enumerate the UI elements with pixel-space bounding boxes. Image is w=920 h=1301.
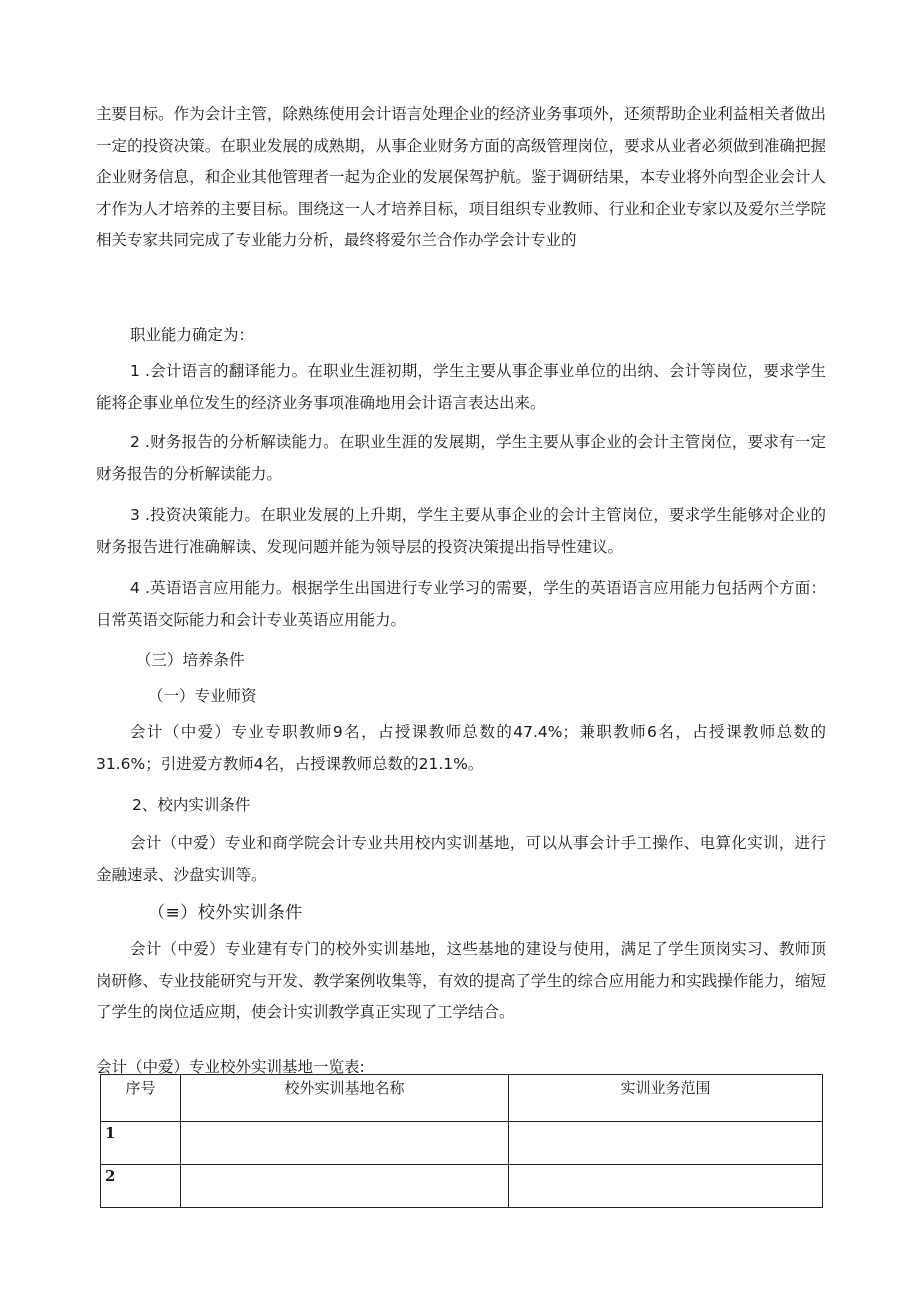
table-header-row: [101, 1075, 823, 1122]
paragraph-ability-intro: 职业能力确定为：: [130, 326, 255, 344]
cell-serial-number: 1: [101, 1122, 181, 1165]
heading-offcampus-training: （≡）校外实训条件: [148, 903, 303, 923]
cell-business-scope: [509, 1165, 823, 1208]
offcampus-bases-table: [100, 1074, 823, 1208]
heading-training-conditions: （三）培养条件: [136, 651, 245, 669]
paragraph-offcampus-training: 会计（中爱）专业建有专门的校外实训基地，这些基地的建设与使用，满足了学生顶岗实习、教师顶岗研修、专业技能研究与开发、教学案例收集等，有效的提高了学生的综合应用能力和实践操作能力，缩短了学生的岗位适应期，使会计实训教学真正实现了工学结合。: [96, 940, 826, 1021]
table-row: [101, 1122, 823, 1165]
paragraph-oncampus-training: 会计（中爱）专业和商学院会计专业共用校内实训基地，可以从事会计手工操作、电算化实训，进行金融速录、沙盘实训等。: [96, 834, 826, 884]
table-row: [101, 1165, 823, 1208]
list-item-investment-decision-ability: 3 .投资决策能力。在职业发展的上升期，学生主要从事企业的会计主管岗位，要求学生能够对企业的财务报告进行准确解读、发现问题并能为领导层的投资决策提出指导性建议。: [96, 506, 826, 556]
cell-business-scope: [509, 1122, 823, 1165]
header-serial-number: 序号: [101, 1075, 181, 1122]
header-business-scope: 实训业务范围: [509, 1075, 823, 1122]
paragraph-goals: 主要目标。作为会计主管，除熟练使用会计语言处理企业的经济业务事项外，还须帮助企业利益相关者做出一定的投资决策。在职业发展的成熟期，从事企业财务方面的高级管理岗位，要求从业者必须做到准确把握企业财务信息，和企业其他管理者一起为企业的发展保驾护航。鉴于调研结果，本专业将外向型企业会计人才作为人才培养的主要目标。围绕这一人才培养目标，项目组织专业教师、行业和企业专家以及爱尔兰学院相关专家共同完成了专业能力分析，最终将爱尔兰合作办学会计专业的: [96, 105, 826, 249]
list-item-english-ability: 4 .英语语言应用能力。根据学生出国进行专业学习的需要，学生的英语语言应用能力包括两个方面：日常英语交际能力和会计专业英语应用能力。: [96, 579, 826, 629]
header-base-name: 校外实训基地名称: [181, 1075, 509, 1122]
list-item-report-analysis-ability: 2 .财务报告的分析解读能力。在职业生涯的发展期，学生主要从事企业的会计主管岗位，要求有一定财务报告的分析解读能力。: [96, 433, 826, 483]
heading-faculty: （一）专业师资: [148, 687, 257, 705]
paragraph-faculty: 会计（中爱）专业专职教师9名，占授课教师总数的47.4%；兼职教师6名，占授课教师总数的31.6%；引进爱方教师4名，占授课教师总数的21.1%。: [96, 723, 826, 773]
heading-oncampus-training: 2、校内实训条件: [132, 796, 251, 814]
table-cutoff-edge: [90, 1209, 830, 1219]
cell-base-name: [181, 1165, 509, 1208]
table-caption: 会计（中爱）专业校外实训基地一览表:: [96, 1058, 365, 1076]
cell-serial-number: 2: [101, 1165, 181, 1208]
cell-base-name: [181, 1122, 509, 1165]
list-item-translation-ability: 1 .会计语言的翻译能力。在职业生涯初期，学生主要从事企事业单位的出纳、会计等岗位，要求学生能将企事业单位发生的经济业务事项准确地用会计语言表达出来。: [96, 362, 826, 412]
